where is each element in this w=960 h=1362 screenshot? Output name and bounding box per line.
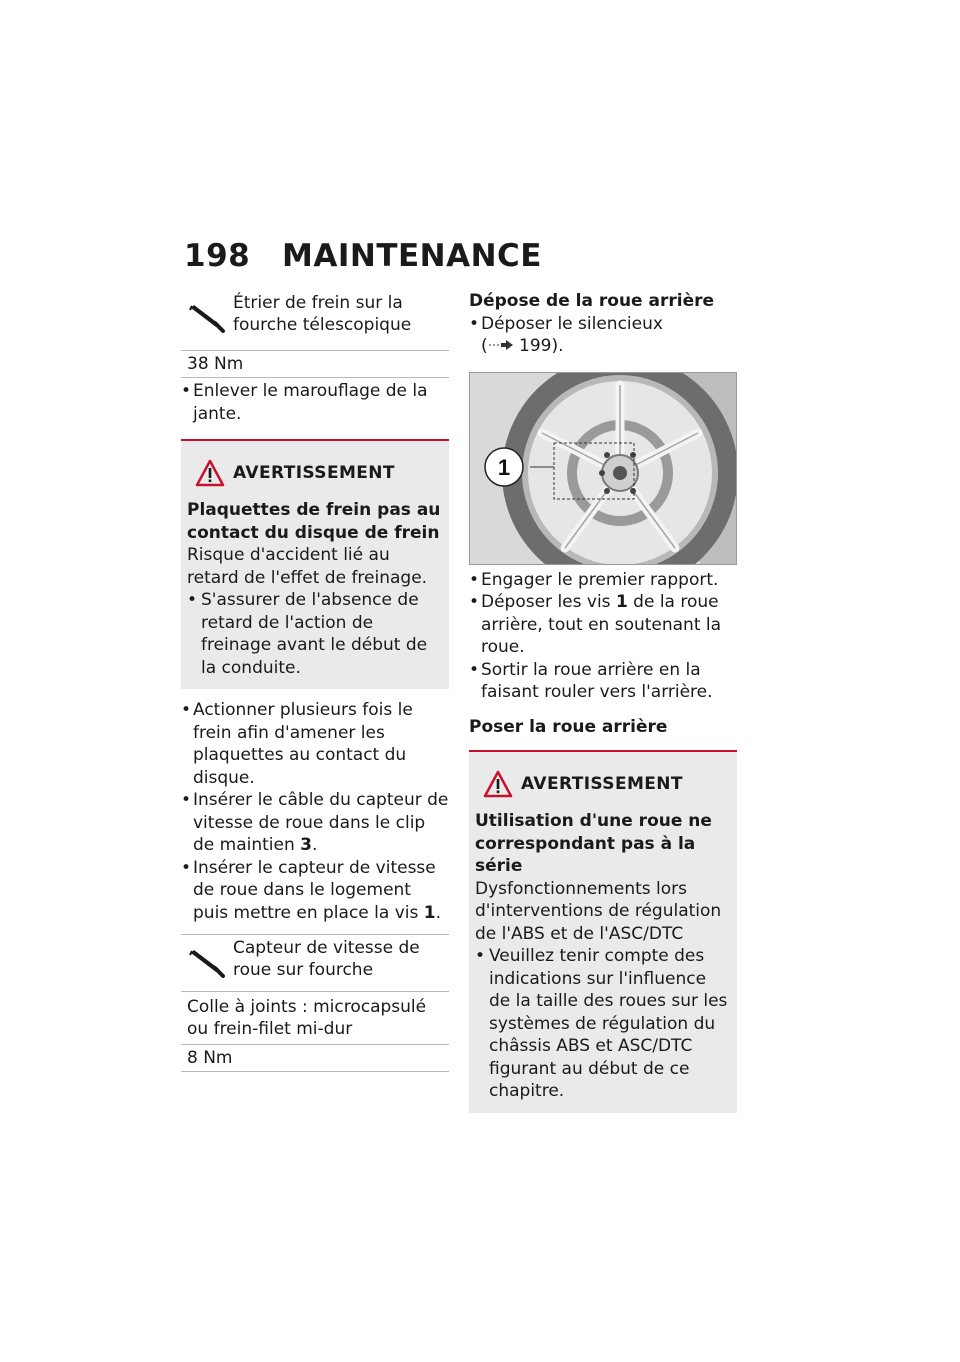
- step-actuate-brake: • Actionner plusieurs fois le frein afin d'amener les plaquettes au contact du disque.: [181, 699, 449, 789]
- step-insert-sensor: • Insérer le capteur de vitesse de roue dans le logement puis mettre en place la vis 1.: [181, 857, 449, 925]
- section-title: MAINTENANCE: [282, 238, 542, 274]
- warning-heading: Plaquettes de frein pas au contact du disque de frein: [187, 500, 441, 543]
- rear-wheel-illustration: [470, 373, 736, 564]
- heading-remove-rear-wheel: Dépose de la roue arrière: [469, 291, 715, 311]
- warning-bullet: • Veuillez tenir compte des indications sur l'influence de la taille des roues sur les systèmes de régulation du châssis ABS et ASC/DTC figurant au début de ce chapitre.: [475, 945, 729, 1103]
- step-remove-screws: • Déposer les vis 1 de la roue arrière, tout en soutenant la roue.: [469, 591, 737, 659]
- warning-box-brake-pads: [181, 439, 449, 689]
- step-remove-tape: • Enlever le marouflage de la jante.: [181, 380, 449, 425]
- rear-wheel-figure: [469, 372, 737, 565]
- warning-text: Dysfonctionnements lors d'interventions de régulation de l'ABS et de l'ASC/DTC: [475, 878, 722, 944]
- figure-callout-1: 1: [497, 454, 511, 480]
- page-number: 198: [184, 238, 251, 274]
- warning-box-wheel-size: [469, 750, 737, 1113]
- callout-ref: 3: [300, 835, 312, 855]
- heading-install-rear-wheel: Poser la roue arrière: [469, 716, 668, 737]
- torque-wrench-icon: [189, 304, 227, 334]
- warning-heading: Utilisation d'une roue ne correspondant pas à la série: [475, 811, 712, 876]
- spec-label: Capteur de vitesse de roue sur fourche: [233, 938, 420, 980]
- step-remove-silencer: • Déposer le silencieux ( 199).: [469, 313, 737, 358]
- warning-title: AVERTISSEMENT: [233, 463, 395, 483]
- torque-wrench-icon: [189, 949, 227, 979]
- spec-value: 38 Nm: [187, 354, 244, 374]
- page-header: [184, 238, 744, 278]
- torque-spec-caliper: [181, 290, 449, 378]
- step-roll-wheel-out: • Sortir la roue arrière en la faisant rouler vers l'arrière.: [469, 659, 737, 704]
- warning-bullet: • S'assurer de l'absence de retard de l'action de freinage avant le début de la conduite.: [187, 589, 441, 679]
- callout-ref: 1: [423, 902, 436, 923]
- spec-label: Étrier de frein sur la fourche télescopique: [233, 293, 412, 335]
- callout-ref: 1: [615, 592, 628, 612]
- warning-text: Risque d'accident lié au retard de l'effet de freinage.: [187, 545, 428, 588]
- spec-adhesive: Colle à joints : microcapsulé ou frein-filet mi-dur: [181, 992, 449, 1045]
- spec-value: 8 Nm: [187, 1048, 233, 1068]
- left-column: [181, 290, 449, 1072]
- right-column: [469, 290, 737, 1113]
- warning-triangle-icon: [195, 459, 225, 487]
- warning-title: AVERTISSEMENT: [521, 774, 683, 794]
- step-insert-cable: • Insérer le câble du capteur de vitesse de roue dans le clip de maintien 3.: [181, 789, 449, 857]
- torque-spec-sensor: [181, 934, 449, 1072]
- warning-triangle-icon: [483, 770, 513, 798]
- page-reference-arrow-icon: [488, 338, 514, 352]
- step-engage-gear: • Engager le premier rapport.: [469, 569, 737, 592]
